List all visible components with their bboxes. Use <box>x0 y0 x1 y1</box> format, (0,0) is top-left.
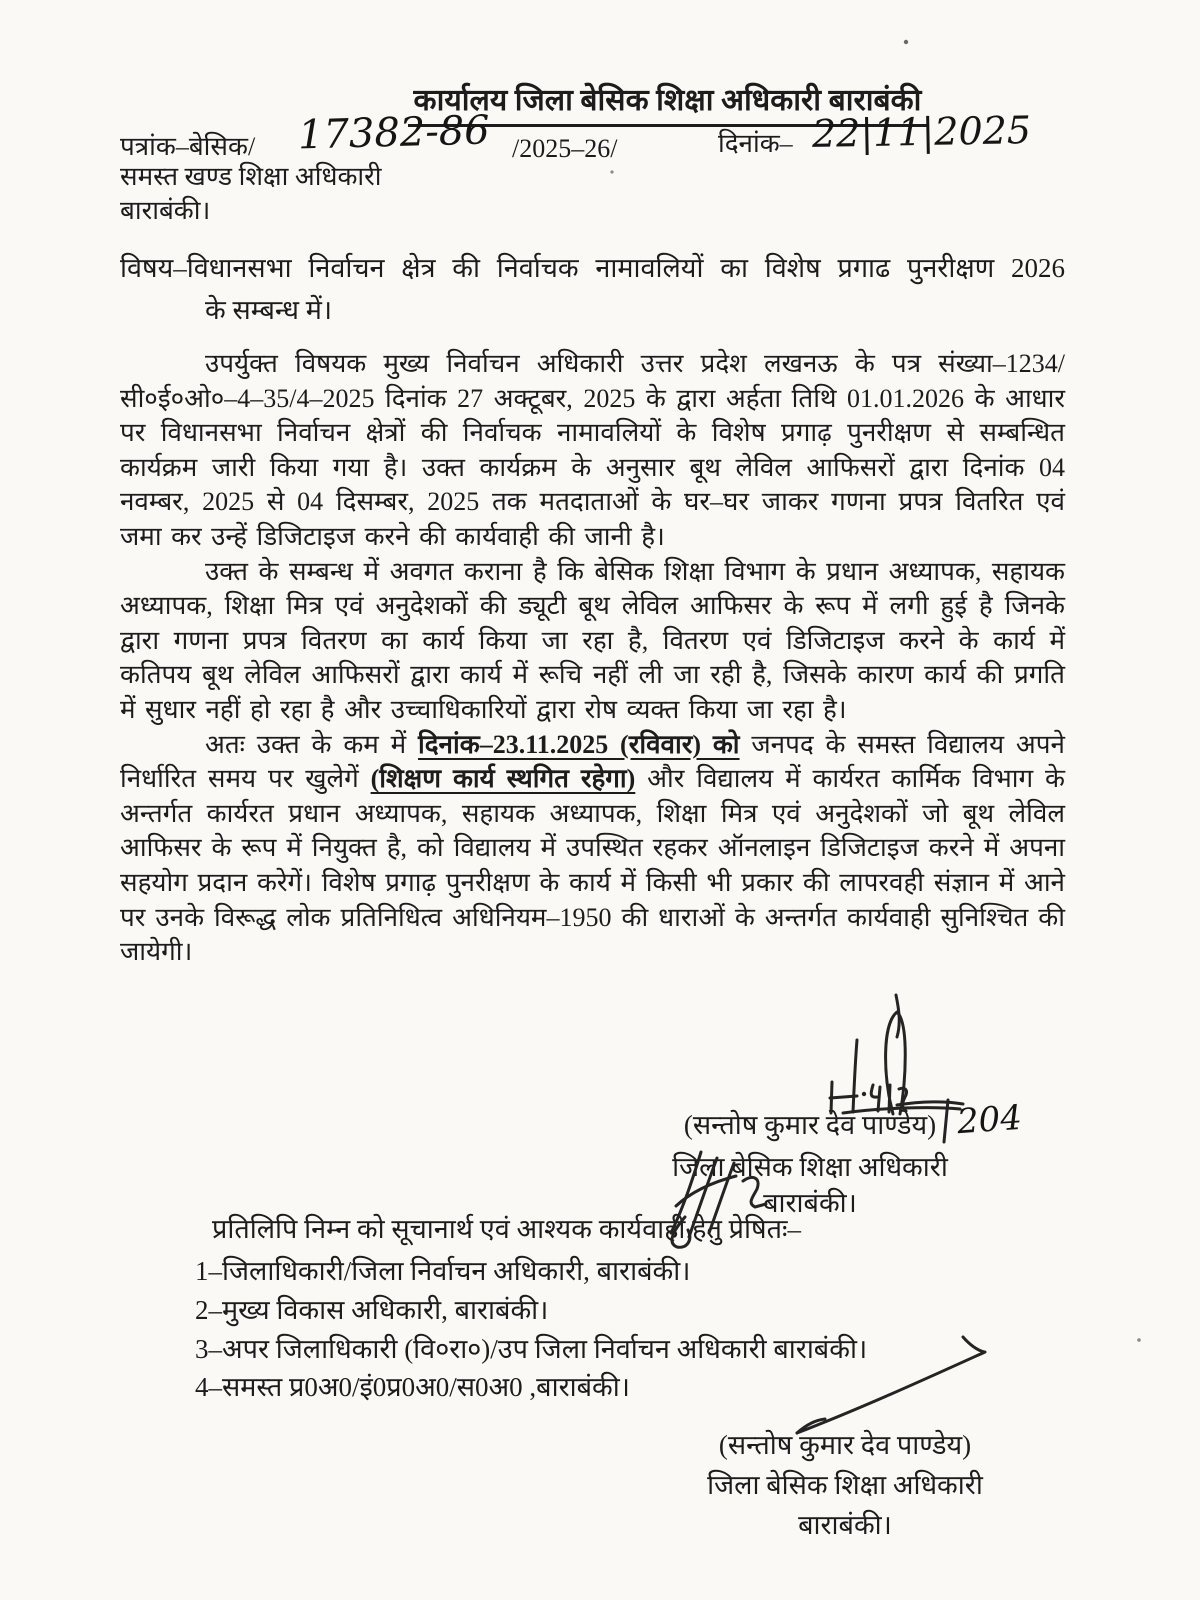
signatory-place-bottom: बाराबंकी। <box>798 1510 892 1540</box>
subject-line-2: के सम्बन्ध में। <box>205 295 333 325</box>
pen-stroke <box>896 995 899 1037</box>
signatory-designation: जिला बेसिक शिक्षा अधिकारी <box>672 1152 948 1182</box>
cc-item-1: 1–जिलाधिकारी/जिला निर्वाचन अधिकारी, बाराबंकी। <box>195 1256 691 1286</box>
signature-scribble-vertical <box>853 1040 857 1112</box>
paragraph-3 <box>120 728 1065 970</box>
paragraph-3-date-emphasis: दिनांक–23.11.2025 (रविवार) को <box>418 729 740 759</box>
signatory-name: (सन्तोष कुमार देव पाण्डेय) <box>683 1110 937 1140</box>
signature-scribble-underline2 <box>897 1102 963 1105</box>
paragraph-2: उक्त के सम्बन्ध में अवगत कराना है कि बेसिक शिक्षा विभाग के प्रधान अध्यापक, सहायक अध्यापक, शिक्षा मित्र एवं अनुदेशकों की ड्यूटी बूथ लेविल आफिसर के रूप में लगी हुई है जिनके द्वारा गणना प्रपत्र वितरण का कार्य किया जा रहा है, वितरण एवं डिजिटाइज करने के कार्य में कतिपय बूथ लेविल आफिसरों द्वारा कार्य में रूचि नहीं ली जा रही है, जिसके कारण कार्य की प्रगति में सुधार नहीं हो रहा है और उच्चाधिकारियों द्वारा रोष व्यक्त किया जा रहा है। <box>120 556 1065 724</box>
scan-speck-2 <box>610 170 613 173</box>
handwritten-number: 204 <box>955 1097 1024 1143</box>
letter-body <box>120 347 1065 970</box>
date-handwritten: 22|11|2025 <box>811 108 1032 156</box>
paragraph-3-seg1: अतः उक्त के कम में <box>205 729 419 759</box>
cc-heading: प्रतिलिपि निम्न को सूचानार्थ एवं आश्यक कार्यवाही हेतु प्रेषितः– <box>212 1214 801 1244</box>
addressee-line-2: बाराबंकी। <box>120 196 211 225</box>
paragraph-3-teaching-suspended-emphasis: (शिक्षण कार्य स्थगित रहेगा) <box>370 764 636 794</box>
ref-number-handwritten: 17382-86 <box>297 107 491 159</box>
tick-after-item3 <box>963 1337 984 1352</box>
office-title: कार्यालय जिला बेसिक शिक्षा अधिकारी बाराबंकी <box>408 78 928 127</box>
ref-label: पत्रांक–बेसिक/ <box>120 132 256 161</box>
signature-scribble-h-bar <box>830 1096 857 1098</box>
addressee-line-1: समस्त खण्ड शिक्षा अधिकारी <box>120 162 382 191</box>
signatory-designation-bottom: जिला बेसिक शिक्षा अधिकारी <box>707 1470 983 1500</box>
paragraph-1: उपर्युक्त विषयक मुख्य निर्वाचन अधिकारी उत्तर प्रदेश लखनऊ के पत्र संख्या–1234/सी०ई०ओ०–4–35/4–2025 दिनांक 27 अक्टूबर, 2025 के द्वारा अर्हता तिथि 01.01.2026 के आधार पर विधानसभा निर्वाचन क्षेत्रों की निर्वाचक नामावलियों के विशेष प्रगाढ़ पुनरीक्षण से सम्बन्धित कार्यक्रम जारी किया गया है। उक्त कार्यक्रम के अनुसार बूथ लेविल आफिसरों द्वारा दिनांक 04 नवम्बर, 2025 से 04 दिसम्बर, 2025 तक मतदाताओं के घर–घर जाकर गणना प्रपत्र वितरित एवं जमा कर उन्हें डिजिटाइज करने की कार्यवाही की जानी है। <box>120 349 1065 551</box>
subject-line-1: विषय–विधानसभा निर्वाचन क्षेत्र की निर्वाचक नामावलियों का विशेष प्रगाढ पुनरीक्षण 2026 <box>120 253 1065 283</box>
cc-item-3: 3–अपर जिलाधिकारी (वि०रा०)/उप जिला निर्वाचन अधिकारी बाराबंकी। <box>195 1334 868 1364</box>
scan-speck-3 <box>1137 1338 1141 1342</box>
paragraph-3-seg2: जनपद के समस्त विद्यालय अपने निर्धारित समय पर खुलेगें <box>120 729 1065 794</box>
cc-item-4: 4–समस्त प्र0अ0/इं0प्र0अ0/स0अ0 ,बाराबंकी। <box>195 1372 630 1402</box>
date-label: दिनांक– <box>718 129 793 158</box>
signatory-place: बाराबंकी। <box>763 1188 857 1218</box>
paragraph-3-seg3: और विद्यालय में कार्यरत कार्मिक विभाग के अन्तर्गत कार्यरत प्रधान अध्यापक, सहायक अध्यापक, शिक्षा मित्र एवं अनुदेशकों जो बूथ लेविल आफिसर के रूप में नियुक्त है, को विद्यालय में उपस्थित रहकर ऑनलाइन डिजिटाइज करने में अपना सहयोग प्रदान करेगें। विशेष प्रगाढ़ पुनरीक्षण के कार्य में किसी भी प्रकार की लापरवही संज्ञान में आने पर उनके विरूद्ध लोक प्रतिनिधित्व अधिनियम–1950 की धाराओं के अन्तर्गत कार्यवाही सुनिश्चित की जायेगी। <box>120 764 1065 967</box>
signature-scribble-dot <box>862 1092 866 1096</box>
scan-speck-1 <box>904 40 908 44</box>
cc-item-2: 2–मुख्य विकास अधिकारी, बाराबंकी। <box>195 1295 549 1325</box>
signature-scribble-loop <box>886 1012 906 1114</box>
signatory-name-bottom: (सन्तोष कुमार देव पाण्डेय) <box>718 1430 972 1460</box>
ref-session: /2025–26/ <box>512 134 618 163</box>
